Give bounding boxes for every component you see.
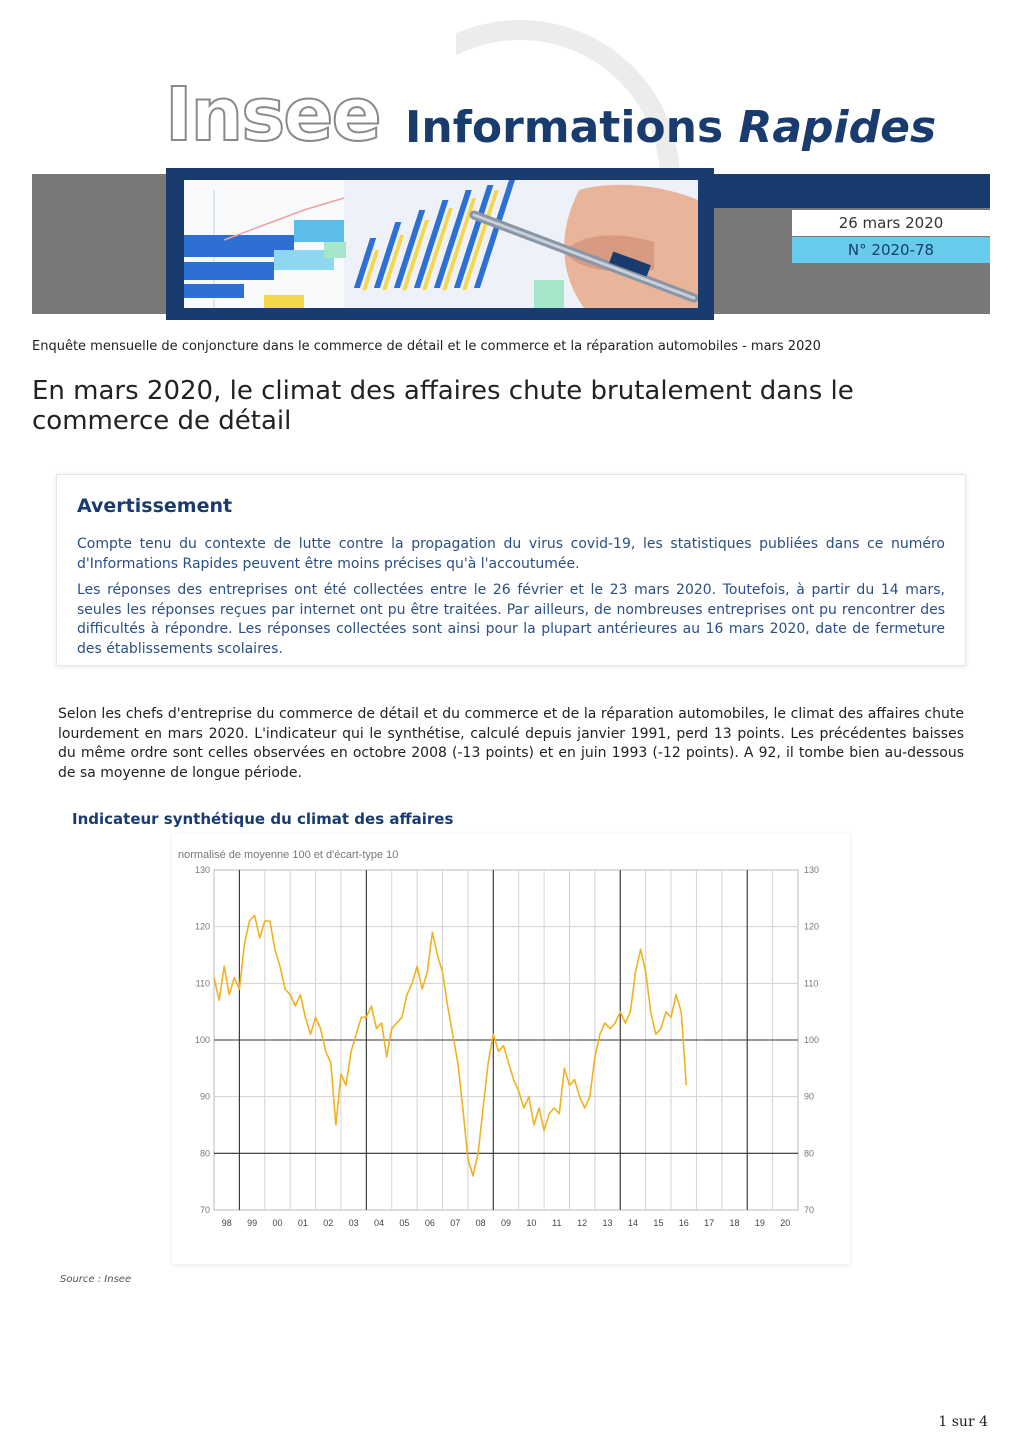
- x-tick-label: 14: [627, 1218, 638, 1228]
- x-tick-label: 99: [247, 1218, 258, 1228]
- y-tick-label-right: 120: [804, 921, 820, 932]
- x-tick-label: 18: [729, 1218, 740, 1228]
- y-tick-label-right: 70: [804, 1205, 815, 1215]
- x-tick-label: 00: [272, 1218, 283, 1228]
- x-tick-label: 05: [399, 1218, 410, 1228]
- insee-logo: Insee: [165, 72, 380, 158]
- x-tick-label: 04: [374, 1218, 385, 1228]
- chart-container: [172, 834, 850, 1264]
- publication-name: [405, 104, 936, 152]
- y-tick-label-left: 100: [194, 1035, 210, 1045]
- x-tick-label: 11: [552, 1218, 562, 1228]
- x-tick-label: 07: [450, 1218, 461, 1228]
- x-tick-label: 19: [754, 1218, 765, 1228]
- x-tick-label: 98: [221, 1218, 232, 1228]
- x-tick-label: 13: [602, 1218, 613, 1228]
- publication-date: 26 mars 2020: [792, 210, 990, 236]
- y-tick-label-right: 130: [804, 865, 820, 875]
- chart-subtitle: normalisé de moyenne 100 et d'écart-type 10: [178, 849, 399, 861]
- issue-number: N° 2020-78: [792, 237, 990, 263]
- warning-title: Avertissement: [77, 495, 233, 517]
- y-tick-label-left: 130: [194, 865, 210, 875]
- x-tick-label: 17: [704, 1218, 715, 1228]
- x-tick-label: 01: [297, 1218, 308, 1228]
- y-tick-label-left: 80: [199, 1148, 210, 1159]
- x-tick-label: 16: [678, 1218, 689, 1228]
- y-tick-label-right: 80: [804, 1148, 815, 1159]
- chart-source: Source : Insee: [60, 1274, 132, 1285]
- chart-title: Indicateur synthétique du climat des affaires: [72, 810, 454, 828]
- x-tick-label: 15: [653, 1218, 664, 1228]
- x-tick-label: 12: [577, 1218, 588, 1228]
- headline: En mars 2020, le climat des affaires chute brutalement dans le commerce de détail: [32, 376, 854, 436]
- header-photo-chart-pen: [184, 180, 698, 308]
- x-tick-label: 03: [348, 1218, 359, 1228]
- publication-name-italic: Rapides: [738, 102, 937, 153]
- y-tick-label-left: 110: [195, 978, 210, 989]
- warning-paragraph-2: Les réponses des entreprises ont été collectées entre le 26 février et le 23 mars 2020. Toutefois, à partir du 14 mars, seules les réponses reçues par internet ont pu être traitées. Par ailleurs, de nombreuses entreprises ont pu rencontrer des difficultés à répondre. Les réponses collectées sont ainsi pour la plupart antérieures au 16 mars 2020, date de fermeture des établissements scolaires.: [77, 582, 945, 657]
- x-tick-label: 08: [475, 1218, 486, 1228]
- warning-box: [56, 474, 966, 666]
- x-tick-label: 06: [424, 1218, 435, 1228]
- x-tick-label: 20: [780, 1218, 791, 1228]
- body-paragraph: Selon les chefs d'entreprise du commerce de détail et du commerce et de la réparation automobiles, le climat des affaires chute lourdement en mars 2020. L'indicateur qui le synthétise, calculé depuis janvier 1991, perd 13 points. Les précédentes baisses du même ordre sont celles observées en octobre 2008 (-13 points) et en juin 1993 (-12 points). A 92, il tombe bien au-dessous de sa moyenne de longue période.: [58, 706, 964, 781]
- business-climate-chart: [172, 834, 850, 1264]
- page-number: 1 sur 4: [938, 1414, 988, 1430]
- x-tick-label: 02: [323, 1218, 334, 1228]
- publication-name-regular: Informations: [405, 102, 739, 153]
- y-tick-label-left: 90: [199, 1091, 210, 1102]
- y-tick-label-right: 90: [804, 1091, 815, 1102]
- y-tick-label-right: 110: [804, 978, 819, 989]
- y-tick-label-left: 70: [199, 1205, 210, 1215]
- x-tick-label: 10: [526, 1218, 537, 1228]
- header-blue-band: [714, 174, 990, 208]
- y-tick-label-left: 120: [194, 921, 210, 932]
- warning-paragraph-1: Compte tenu du contexte de lutte contre la propagation du virus covid-19, les statistiques publiées dans ce numéro d'Informations Rapides peuvent être moins précises qu'à l'accoutumée.: [77, 536, 945, 572]
- survey-description: Enquête mensuelle de conjoncture dans le commerce de détail et le commerce et la réparation automobiles - mars 2020: [32, 339, 821, 354]
- x-tick-label: 09: [500, 1218, 512, 1228]
- y-tick-label-right: 100: [804, 1035, 820, 1045]
